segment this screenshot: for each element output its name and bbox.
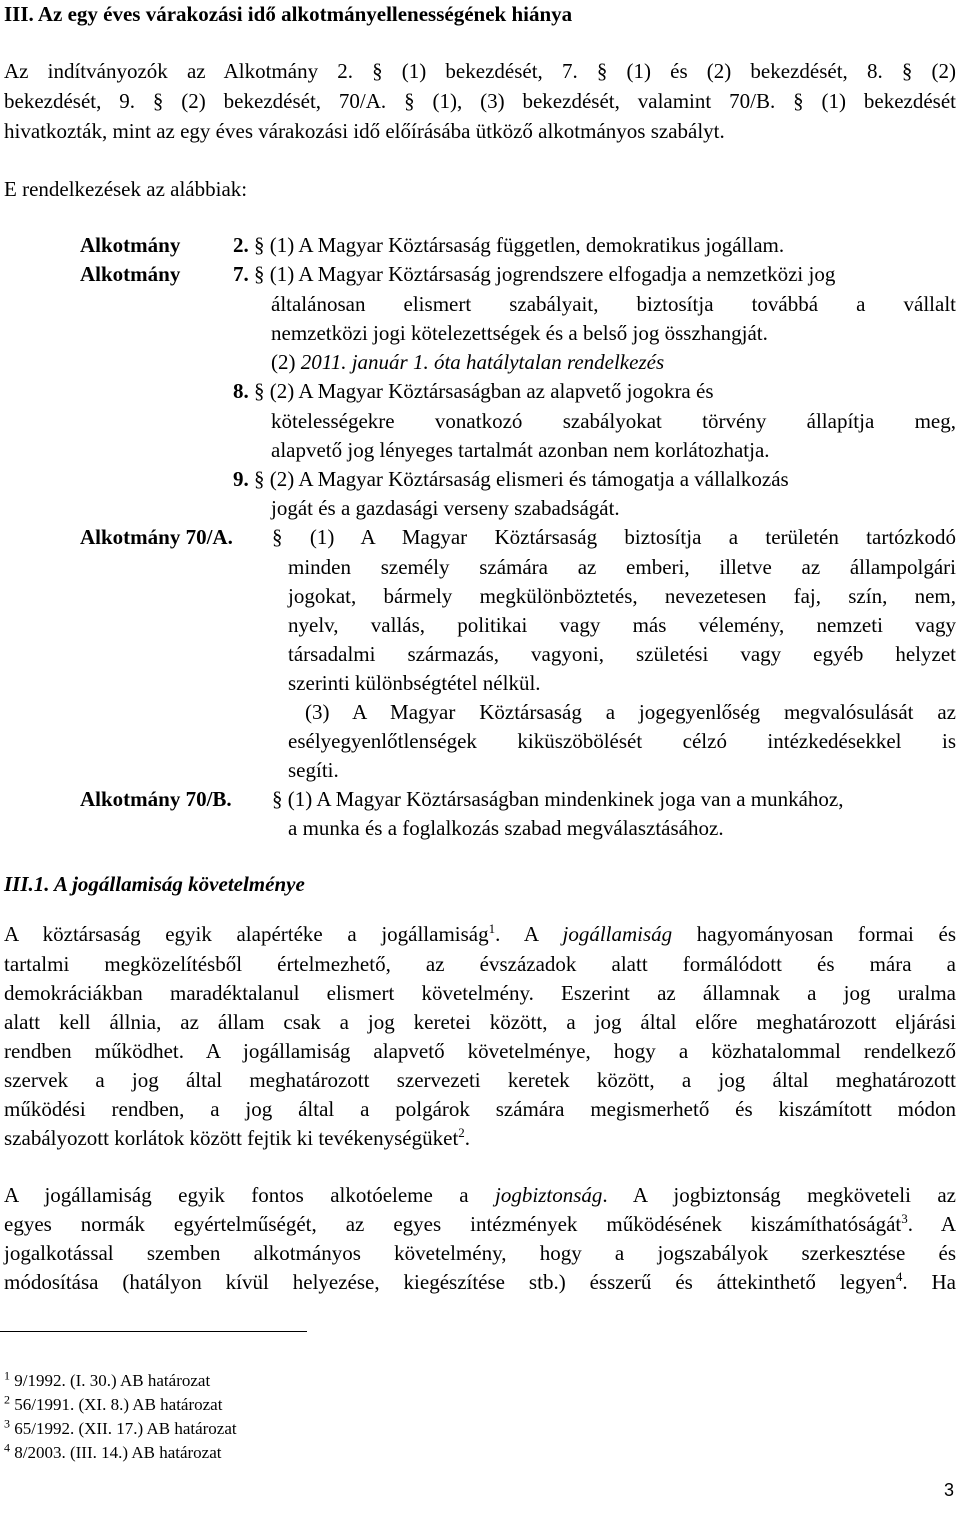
section-title: III. Az egy éves várakozási idő alkotmányellenességének hiánya [4, 2, 573, 26]
text-run: . A [495, 922, 563, 946]
provision-text: nyelv, vallás, politikai vagy más vélemény, nemzeti vagy [288, 613, 956, 637]
article-number: 9. [233, 467, 249, 491]
footnote [4, 1440, 222, 1462]
footnote-text: 8/2003. (III. 14.) AB határozat [10, 1443, 222, 1462]
article-text: § (1) A Magyar Köztársaság jogrendszere elfogadja a nemzetközi jog [248, 262, 836, 286]
emphasis: jogállamiság [562, 922, 673, 946]
body-line [4, 1211, 956, 1236]
subsection-title: III.1. A jogállamiság követelménye [4, 872, 305, 896]
body-line [4, 1185, 956, 1206]
footnote-ref: 4 [895, 1269, 903, 1284]
provision-text: segíti. [288, 758, 339, 782]
provision-label: Alkotmány [80, 233, 181, 257]
article-text: § (2) A Magyar Köztársaság elismeri és támogatja a vállalkozás [248, 467, 789, 491]
provision-text: minden személy számára az emberi, illetve az állampolgári [288, 555, 956, 579]
provision-text: jogokat, bármely megkülönböztetés, nevezetesen faj, szín, nem, [288, 584, 956, 608]
footnote-number: 3 [4, 1416, 10, 1431]
intro-line: hivatkozták, mint az egy éves várakozási idő előírásába ütköző alkotmányos szabályt. [4, 119, 725, 143]
text-run: hagyományosan formai és [672, 922, 956, 946]
provision-text [233, 381, 714, 402]
body-line: demokráciákban maradéktalanul elismert követelmény. Eszerint az államnak a jog uralma [4, 981, 956, 1005]
provision-text: általánosan elismert szabályait, biztosítja továbbá a vállalt [271, 292, 956, 316]
article-number: 7. [233, 262, 249, 286]
footnote-text: 9/1992. (I. 30.) AB határozat [10, 1371, 211, 1390]
footnote-number: 4 [4, 1440, 10, 1455]
provision-text [233, 469, 789, 490]
footnote-number: 1 [4, 1368, 10, 1383]
footnote-ref: 1 [488, 921, 496, 936]
provision-text: társadalmi származás, vagyoni, születési vagy egyéb helyzet [288, 642, 956, 666]
provision-text: esélyegyenlőtlenségek kiküszöbölését célzó intézkedésekkel is [288, 729, 956, 753]
text-run: A köztársaság egyik alapértéke a jogállamiság [4, 922, 489, 946]
intro-line: E rendelkezések az alábbiak: [4, 177, 248, 201]
body-line: alatt kell állnia, az állam csak a jog keretei között, a jog által előre meghatározott eljárási [4, 1010, 956, 1034]
footnote-ref: 3 [901, 1211, 908, 1226]
article-text: § (1) A Magyar Köztársaság független, demokratikus jogállam. [248, 233, 785, 257]
text-run: . [464, 1126, 471, 1150]
provision-label: Alkotmány 70/B. [80, 787, 232, 811]
text-run: . A jogbiztonság megköveteli az [602, 1183, 956, 1207]
provision-text: kötelességekre vonatkozó szabályokat törvény állapítja meg, [271, 409, 956, 433]
footnote [4, 1392, 223, 1414]
body-line [4, 1125, 471, 1150]
provision-text [233, 264, 835, 285]
article-number: 2. [233, 233, 249, 257]
provision-text: § (1) A Magyar Köztársaságban mindenkinek joga van a munkához, [272, 787, 844, 811]
page-number: 3 [943, 1480, 954, 1500]
footnote-text: 65/1992. (XII. 17.) AB határozat [10, 1419, 237, 1438]
provision-label: Alkotmány 70/A. [80, 525, 233, 549]
provision-label: Alkotmány [80, 262, 181, 286]
provision-text: § (1) A Magyar Köztársaság biztosítja a területén tartózkodó [272, 525, 956, 549]
footnote-ref: 2 [458, 1125, 465, 1140]
body-line: jogalkotással szemben alkotmányos követelmény, hogy a jogszabályok szerkesztése és [4, 1241, 956, 1265]
text-run: szabályozott korlátok között fejtik ki tevékenységüket [4, 1126, 459, 1150]
provision-text: (3) A Magyar Köztársaság a jogegyenlőség megvalósulását az [305, 700, 956, 724]
body-line [4, 1269, 956, 1294]
body-line: tartalmi megközelítésből értelmezhető, az évszázadok alatt formálódott és mára a [4, 952, 956, 976]
provision-text: jogát és a gazdasági verseny szabadságát. [271, 496, 620, 520]
footnote-text: 56/1991. (XI. 8.) AB határozat [10, 1395, 223, 1414]
text-run: módosítása (hatályon kívül helyezése, kiegészítése stb.) ésszerű és áttekinthető legyen [4, 1270, 896, 1294]
paragraph-prefix: (2) [271, 350, 301, 374]
provision-text: nemzetközi jogi kötelezettségek és a belső jog összhangját. [271, 321, 768, 345]
footnote [4, 1368, 211, 1390]
body-line: működési rendben, a jog által a polgárok számára megismerhető és kiszámított módon [4, 1097, 956, 1121]
provision-text: szerinti különbségtétel nélkül. [288, 671, 541, 695]
provision-text [233, 235, 784, 256]
repealed-note: 2011. január 1. óta hatálytalan rendelkezés [300, 350, 665, 374]
provision-text: alapvető jog lényeges tartalmát azonban nem korlátozhatja. [271, 438, 770, 462]
article-text: § (2) A Magyar Köztársaságban az alapvető jogokra és [248, 379, 714, 403]
text-run: . A [907, 1212, 956, 1236]
body-line [4, 921, 956, 946]
text-run: A jogállamiság egyik fontos alkotóeleme a [4, 1183, 496, 1207]
body-line: szervek a jog által meghatározott szervezeti keretek között, a jog által meghatározott [4, 1068, 956, 1092]
text-run: . Ha [902, 1270, 956, 1294]
provision-text [271, 352, 664, 373]
footnote [4, 1416, 237, 1438]
emphasis: jogbiztonság [495, 1183, 603, 1207]
article-number: 8. [233, 379, 249, 403]
footnote-number: 2 [4, 1392, 10, 1407]
provision-text: a munka és a foglalkozás szabad megválasztásához. [288, 816, 724, 840]
intro-line: bekezdését, 9. § (2) bekezdését, 70/A. § (1), (3) bekezdését, valamint 70/B. § (1) bekezdését [4, 89, 956, 113]
footnote-separator [0, 1331, 307, 1332]
body-line: rendben működhet. A jogállamiság alapvető követelménye, hogy a közhatalommal rendelkező [4, 1039, 956, 1063]
text-run: egyes normák egyértelműségét, az egyes intézmények működésének kiszámíthatóságát [4, 1212, 902, 1236]
intro-line: Az indítványozók az Alkotmány 2. § (1) bekezdését, 7. § (1) és (2) bekezdését, 8. § (2) [4, 59, 956, 83]
